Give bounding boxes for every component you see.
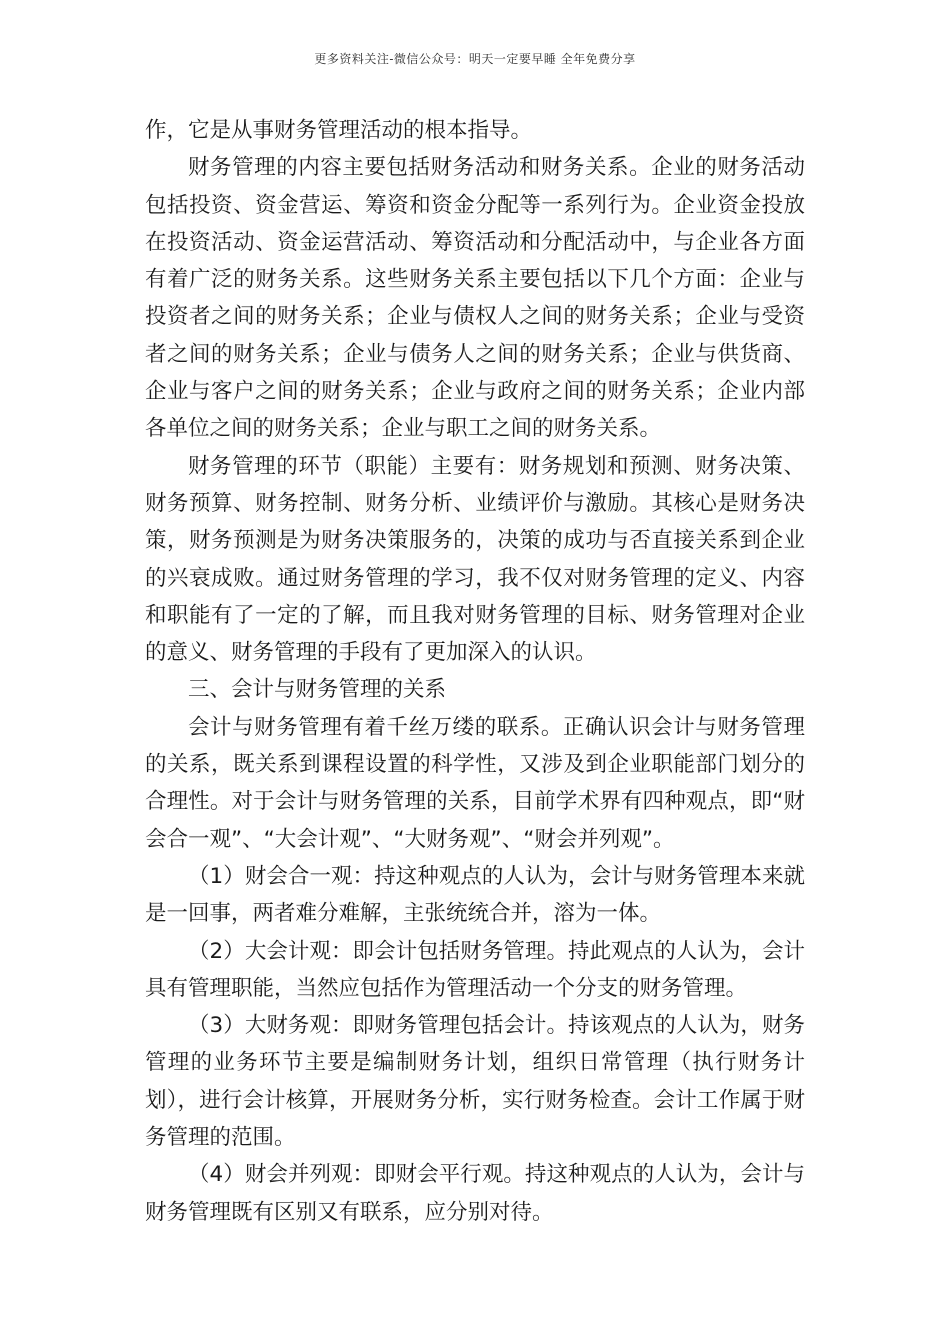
paragraph-view-1: （1）财会合一观：持这种观点的人认为，会计与财务管理本来就是一回事，两者难分难解，主张统统合并，溶为一体。 [145,863,805,927]
paragraph-financial-functions: 财务管理的环节（职能）主要有：财务规划和预测、财务决策、财务预算、财务控制、财务分析、业绩评价与激励。其核心是财务决策，财务预测是为财务决策服务的，决策的成功与否直接关系到企业的兴衰成败。通过财务管理的学习，我不仅对财务管理的定义、内容和职能有了一定的了解，而且我对财务管理的目标、财务管理对企业的意义、财务管理的手段有了更加深入的认识。 [145,453,805,666]
paragraph-accounting-relation: 会计与财务管理有着千丝万缕的联系。正确认识会计与财务管理的关系，既关系到课程设置的科学性，又涉及到企业职能部门划分的合理性。对于会计与财务管理的关系，目前学术界有四种观点，即“财会合一观”、“大会计观”、“大财务观”、“财会并列观”。 [145,714,805,852]
paragraph-view-3: （3）大财务观：即财务管理包括会计。持该观点的人认为，财务管理的业务环节主要是编制财务计划，组织日常管理（执行财务计划），进行会计核算，开展财务分析，实行财务检查。会计工作属于财务管理的范围。 [145,1013,805,1151]
section-heading-3: 三、会计与财务管理的关系 [188,677,447,703]
paragraph-financial-content: 财务管理的内容主要包括财务活动和财务关系。企业的财务活动包括投资、资金营运、筹资和资金分配等一系列行为。企业资金投放在投资活动、资金运营活动、筹资活动和分配活动中，与企业各方面有着广泛的财务关系。这些财务关系主要包括以下几个方面：企业与投资者之间的财务关系；企业与债权人之间的财务关系；企业与受资者之间的财务关系；企业与债务人之间的财务关系；企业与供货商、企业与客户之间的财务关系；企业与政府之间的财务关系；企业内部各单位之间的财务关系；企业与职工之间的财务关系。 [145,155,805,442]
paragraph-view-4: （4）财会并列观：即财会平行观。持这种观点的人认为，会计与财务管理既有区别又有联系，应分别对待。 [145,1162,805,1225]
page-header: 更多资料关注-微信公众号：明天一定要早睡 全年免费分享 [314,52,636,66]
document-body [145,112,805,1231]
paragraph-continuation: 作，它是从事财务管理活动的根本指导。 [145,118,533,143]
paragraph-view-2: （2）大会计观：即会计包括财务管理。持此观点的人认为，会计具有管理职能，当然应包括作为管理活动一个分支的财务管理。 [145,938,805,1001]
